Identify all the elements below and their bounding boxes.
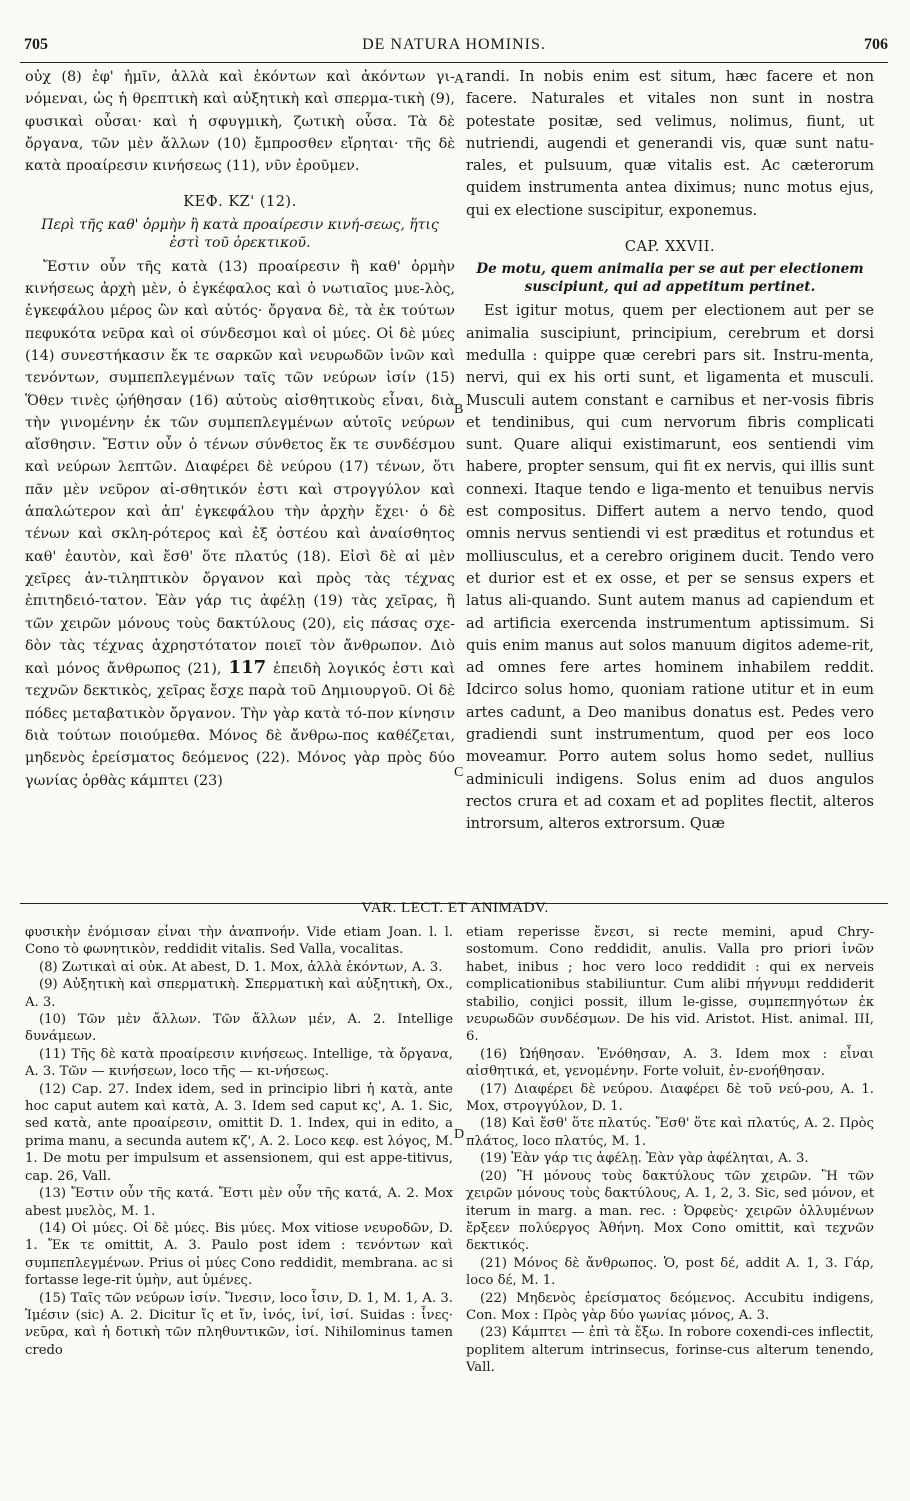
margin-letter-d: D (454, 1127, 465, 1142)
note: (10) Τῶν μὲν ἄλλων. Τῶν ἄλλων μέν, A. 2. Intellige δυνάμεων. (25, 1012, 453, 1045)
greek-column (25, 66, 455, 902)
margin-letter-c: C (454, 765, 464, 780)
left-page-number: 705 (24, 36, 48, 53)
greek-paragraph-2b: ἐπειδὴ λογικός ἐστι καὶ τεχνῶν δεκτικὸς, χεῖρας ἔσχε παρὰ τοῦ Δημιουργοῦ. Οἱ δὲ πόδες μεταβατικὸν ὄργανον. Τὴν γὰρ κατὰ τό-πον κίνησιν διὰ τούτων ποιούμεθα. Μόνος δὲ ἄνθρω-πος καθέζεται, μηδενὸς ἐρείσματος δεόμενος (22). Μόνος γὰρ πρὸς δύο γωνίας ὀρθὰς κάμπτει (23) (25, 661, 455, 789)
notes-heading: VAR. LECT. ET ANIMADV. (361, 900, 549, 916)
note: (23) Κάμπτει — ἐπὶ τὰ ἔξω. In robore coxendi-ces inflectit, poplitem alterum intrinsecus, forinse-cus alterum tenendo, Vall. (466, 1325, 874, 1376)
greek-chapter-heading: ΚΕΦ. ΚΖ' (12). (183, 194, 297, 211)
note: (20) Ἢ μόνους τοὺς δακτύλους τῶν χειρῶν. Ἢ τῶν χειρῶν μόνους τοὺς δακτύλους, A. 1, 2, 3. Sic, sed μόνον, et iterum in marg. a man. rec. : Ὀρφεὺς· χειρῶν ὀλλυμένων ἔρξεεν πολύεργος Ἀθήνη. Mox Cono omittit, καὶ τεχνῶν δεκτικός. (466, 1168, 874, 1254)
latin-paragraph-2: Est igitur motus, quem per electionem aut per se animalia suscipiunt, principium, cerebrum et dorsi medulla : quippe quæ cerebri pars sit. Instru-menta, nervi, qui ex his orti sunt, et ligamenta et musculi. Musculi autem constant e carnibus et ner-vosis fibris et tendinibus, qui cum nervorum fibris complicati sunt. Quare aliqui existimarunt, eos sentiendi vim habere, propter sensum, qui fit ex nervis, qui illis sunt connexi. Itaque tendo e liga-mento et tenuibus nervis est compositus. Differt autem a nervo tendo, quod omnis nervus sentiendi vi est præditus et rotundus et molliusculus, et a cerebro originem ducit. Tendo vero et durior est et ex osse, et per se sensus expers et latus ali-quando. Sunt autem manus ad capiendum et ad artificia exercenda instrumentum aptissimum. Si quis enim manus aut solos manuum digitos ademe-rit, ad omnes fere artes hominem inhabilem reddit. Idcirco solus homo, quoniam ratione utitur et in eum artes cadunt, a Deo manibus donatus est. Pedes vero gradiendi sunt instrumentum, quod per eos loco moveamur. Porro autem solus homo sedet, nullius adminiculi indigens. Solus enim ad duos angulos rectos crura et ad coxam et ad poplites flectit, alteros introrsum, alteros extrorsum. Quæ (466, 302, 874, 833)
notes-left-column (25, 924, 453, 1484)
header-rule (20, 62, 888, 63)
latin-column (466, 66, 874, 902)
note: (13) Ἔστιν οὖν τῆς κατά. Ἔστι μὲν οὖν τῆς κατά, A. 2. Mox abest μυελὸς, M. 1. (25, 1186, 453, 1219)
margin-letter-b: B (454, 402, 464, 417)
latin-chapter-heading: CAP. XXVII. (624, 239, 716, 256)
note: (9) Αὐξητικὴ καὶ σπερματικὴ. Σπερματικὴ καὶ αὐξητικὴ, Ox., A. 3. (25, 977, 453, 1010)
note: etiam reperisse ἔνεσι, si recte memini, apud Chry-sostomum. Cono reddidit, anulis. Valla pro priori ἰνῶν habet, inibus ; hoc vero loco reddidit : qui ex nerveis complicationibus stabiliuntur. Cum alibi πήγνυμι reddiderit stabilio, conjici possit, illum le-gisse, συμπεπηγότων ἐκ νευρωδῶν συνδέσμων. De his vid. Aristot. Hist. animal. III, 6. (466, 925, 874, 1045)
note: (12) Cap. 27. Index idem, sed in principio libri ἡ κατὰ, ante hoc caput autem καὶ κατὰ, A. 3. Idem sed caput κς', A. 1. Sic, sed κατὰ, ante προαίρεσιν, omittit D. 1. Index, qui in edito, a prima manu, a secunda autem κζ', A. 2. Loco κεφ. est λόγος, M. 1. De motu per impulsum et assensionem, qui est appe-titivus, cap. 26, Vall. (25, 1081, 453, 1184)
note: (14) Οἱ μύες. Οἱ δὲ μύες. Bis μύες. Mox vitiose νευροδῶν, D. 1. Ἔκ τε omittit, A. 3. Paulo post idem : τενόντων καὶ συμπεπλεγμένων. Prius οἱ μύες Cono reddidit, membrana. ac si fortasse lege-rit ὑμὴν, aut ὑμένες. (25, 1220, 453, 1289)
greek-paragraph-1: οὐχ (8) ἐφ' ἡμῖν, ἀλλὰ καὶ ἑκόντων καὶ ἀκόντων γι-νόμεναι, ὡς ἡ θρεπτικὴ καὶ αὐξητικὴ καὶ σπερμα-τικὴ (9), φυσικαὶ οὖσαι· καὶ ἡ σφυγμικὴ, ζωτικὴ οὖσα. Τὰ δὲ ὄργανα, τῶν μὲν ἄλλων (10) ἔμπροσθεν εἴρηται· τῆς δὲ κατὰ προαίρεσιν κινήσεως (11), νῦν ἐροῦμεν. (25, 69, 455, 175)
note: (22) Μηδενὸς ἐρείσματος δεόμενος. Accubitu indigens, Con. Mox : Πρὸς γὰρ δύο γωνίας μόνος, A. 3. (466, 1290, 874, 1323)
latin-paragraph-1: randi. In nobis enim est situm, hæc facere et non facere. Naturales et vitales non sunt in nostra potestate positæ, sed velimus, nolimus, fiunt, ut nutriendi, augendi et generandi vis, quæ sunt natu-rales, et pulsuum, quæ vitalis est. Ac cæterorum quidem instrumenta antea diximus; nunc motus ejus, qui ex electione suscipitur, exponemus. (466, 68, 874, 219)
note: (17) Διαφέρει δὲ νεύρου. Διαφέρει δὲ τοῦ νεύ-ρου, A. 1. Mox, στρογγύλον, D. 1. (466, 1081, 874, 1115)
running-header (20, 36, 888, 62)
note: φυσικὴν ἐνόμισαν εἶναι τὴν ἀναπνοήν. Vide etiam Joan. l. l. Cono τὸ φωνητικὸν, reddidit vitalis. Sed Valla, vocalitas. (25, 925, 453, 958)
right-page-number: 706 (864, 36, 888, 53)
column-number: 117 (228, 657, 267, 679)
note: (18) Καὶ ἔσθ' ὅτε πλατύς. Ἔσθ' ὅτε καὶ πλατύς, A. 2. Πρὸς πλάτος, loco πλατύς, M. 1. (466, 1116, 874, 1149)
notes-right-column (466, 924, 874, 1484)
latin-chapter-subtitle: De motu, quem animalia per se aut per electionem suscipiunt, qui ad appetitum pertinet. (476, 261, 864, 296)
margin-letter-a: A (454, 72, 465, 87)
note: (15) Ταῖς τῶν νεύρων ἰσίν. Ἴνεσιν, loco ἶσιν, D. 1, M. 1, A. 3. Ἰμέσιν (sic) A. 2. Dicitur ἴς et ἴν, ἰνός, ἰνί, ἰσί. Suidas : ἶνες· νεῦρα, καὶ ἡ δοτικὴ τῶν πληθυντικῶν, ἰσί. Nihilominus tamen credo (25, 1290, 453, 1358)
note: (16) Ὠήθησαν. Ἐνόθησαν, A. 3. Idem mox : εἶναι αἰσθητικά, et, γενομένην. Forte voluit, ἐν-ενοήθησαν. (466, 1046, 874, 1080)
running-title: DE NATURA HOMINIS. (362, 36, 546, 53)
greek-paragraph-2a: Ἔστιν οὖν τῆς κατὰ (13) προαίρεσιν ἢ καθ' ὁρμὴν κινήσεως ἀρχὴ μὲν, ὁ ἐγκέφαλος καὶ ὁ νωτιαῖος μυε-λὸς, ἐγκεφάλου μέρος ὢν καὶ αὐτός· ὄργανα δὲ, τὰ ἐκ τούτων πεφυκότα νεῦρα καὶ οἱ σύνδεσμοι καὶ οἱ μύες. Οἱ δὲ μύες (14) συνεστήκασιν ἔκ τε σαρκῶν καὶ νευρωδῶν ἰνῶν καὶ τενόντων, συμπεπλεγμένων ταῖς τῶν νεύρων ἰσίν (15) Ὅθεν τινὲς ᾠήθησαν (16) αὐτοὺς αἰσθητικοὺς εἶναι, διὰ τὴν γινομένην ἐκ τῶν συμπεπλεγμένων αὐτοῖς νεύρων αἴσθησιν. Ἔστιν οὖν ὁ τένων σύνθετος ἔκ τε συνδέσμου καὶ νεύρων λεπτῶν. Διαφέρει δὲ νεύρου (17) τένων, ὅτι πᾶν μὲν νεῦρον αἰ-σθητικόν ἐστι καὶ στρογγύλον καὶ ἁπαλώτερον καὶ ἀπ' ἐγκεφάλου τὴν ἀρχὴν ἔχει· ὁ δὲ τένων καὶ σκλη-ρότερος καὶ ἐξ ὀστέου καὶ ἀναίσθητος καθ' ἑαυτὸν, καὶ ἔσθ' ὅτε πλατύς (18). Εἰσὶ δὲ αἱ μὲν χεῖρες ἀν-τιληπτικὸν ὄργανον καὶ πρὸς τὰς τέχνας ἐπιτηδειό-τατον. Ἐὰν γάρ τις ἀφέλῃ (19) τὰς χεῖρας, ἢ τῶν χειρῶν μόνους τοὺς δακτύλους (20), εἰς πάσας σχε-δὸν τὰς τέχνας ἀχρηστότατον ποιεῖ τὸν ἄνθρωπον. Διὸ καὶ μόνος ἄνθρωπος (21), (25, 258, 455, 678)
greek-chapter-subtitle: Περὶ τῆς καθ' ὁρμὴν ἢ κατὰ προαίρεσιν κινή-σεως, ἥτις ἐστὶ τοῦ ὀρεκτικοῦ. (41, 216, 439, 251)
note: (21) Μόνος δὲ ἄνθρωπος. Ὁ, post δέ, addit A. 1, 3. Γάρ, loco δέ, M. 1. (466, 1255, 874, 1289)
note: (11) Τῆς δὲ κατὰ προαίρεσιν κινήσεως. Intellige, τὰ ὄργανα, A. 3. Τῶν — κινήσεων, loco τῆς — κι-νήσεως. (25, 1046, 453, 1080)
greek-paragraph-2 (25, 256, 455, 792)
note: (19) Ἐὰν γάρ τις ἀφέλῃ. Ἐὰν γὰρ ἀφέληται, A. 3. (480, 1151, 809, 1167)
note: (8) Ζωτικαὶ αἱ οὐκ. At abest, D. 1. Mox, ἀλλὰ ἑκόντων, A. 3. (39, 959, 443, 975)
